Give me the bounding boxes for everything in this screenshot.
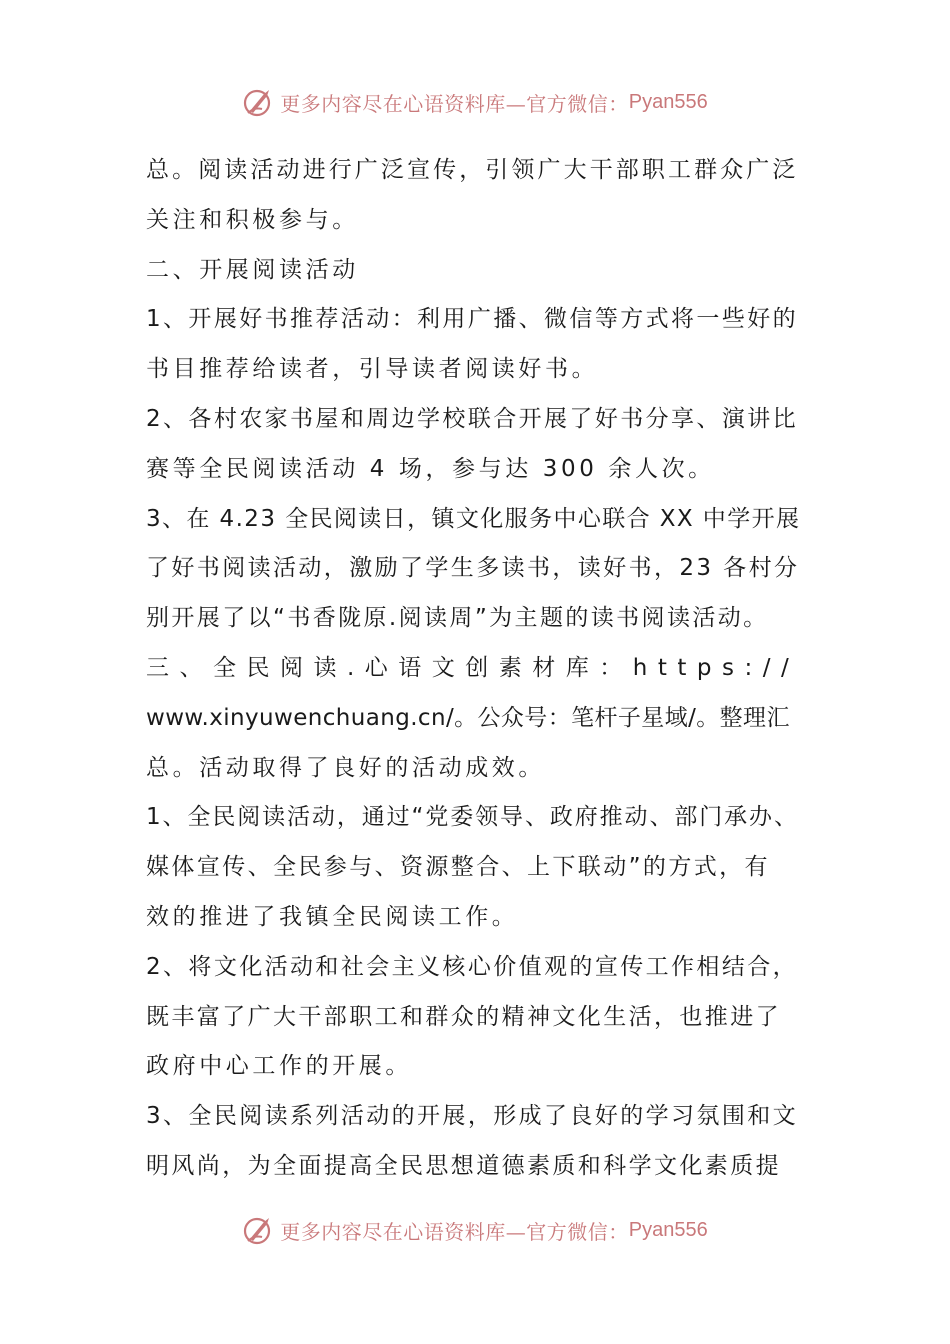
footer-banner xyxy=(0,1210,950,1250)
document-body xyxy=(146,146,806,1192)
text-line: 3、在 4.23 全民阅读日，镇文化服务中心联合 XX 中学开展 xyxy=(146,505,801,532)
header-banner xyxy=(0,82,950,122)
text-line: 1、全民阅读活动，通过“党委领导、政府推动、部门承办、 xyxy=(146,804,799,831)
wechat-id: Pyan556 xyxy=(628,90,708,113)
text-line: www.xinyuwenchuang.cn/。公众号：笔杆子星域/。整理汇 xyxy=(146,704,790,731)
text-line: 效的推进了我镇全民阅读工作。 xyxy=(146,903,519,930)
section-heading-text: 三、全民阅读.心语文创素材库：https:// xyxy=(146,654,800,681)
text-line: 既丰富了广大干部职工和群众的精神文化生活，也推进了 xyxy=(146,1003,781,1030)
text-line: 别开展了以“书香陇原.阅读周”为主题的读书阅读活动。 xyxy=(146,605,769,632)
text-line: 关注和积极参与。 xyxy=(146,206,359,233)
text-line: 明风尚，为全面提高全民思想道德素质和科学文化素质提 xyxy=(146,1152,781,1179)
text-line: 2、将文化活动和社会主义核心价值观的宣传工作相结合， xyxy=(146,953,799,980)
text-line: 政府中心工作的开展。 xyxy=(146,1053,412,1080)
text-line: 了好书阅读活动，激励了学生多读书，读好书，23 各村分 xyxy=(146,555,800,582)
banner-text: 更多内容尽在心语资料库—官方微信： xyxy=(280,1219,629,1244)
section-heading xyxy=(146,644,806,694)
text-line: 赛等全民阅读活动 4 场，参与达 300 余人次。 xyxy=(146,455,715,482)
pen-nib-logo-icon xyxy=(242,85,276,119)
text-line: 媒体宣传、全民参与、资源整合、上下联动”的方式，有 xyxy=(146,854,770,881)
text-line: 书目推荐给读者，引导读者阅读好书。 xyxy=(146,356,599,383)
text-line: 总。阅读活动进行广泛宣传，引领广大干部职工群众广泛 xyxy=(146,157,799,183)
banner-text: 更多内容尽在心语资料库—官方微信： xyxy=(280,91,629,116)
text-line: 2、各村农家书屋和周边学校联合开展了好书分享、演讲比 xyxy=(146,405,799,432)
text-line: 总。活动取得了良好的活动成效。 xyxy=(146,754,545,781)
section-heading: 二、开展阅读活动 xyxy=(146,256,359,283)
wechat-id: Pyan556 xyxy=(628,1218,708,1241)
pen-nib-logo-icon xyxy=(242,1213,276,1247)
text-line: 3、全民阅读系列活动的开展，形成了良好的学习氛围和文 xyxy=(146,1103,799,1130)
text-line: 1、开展好书推荐活动：利用广播、微信等方式将一些好的 xyxy=(146,306,799,333)
